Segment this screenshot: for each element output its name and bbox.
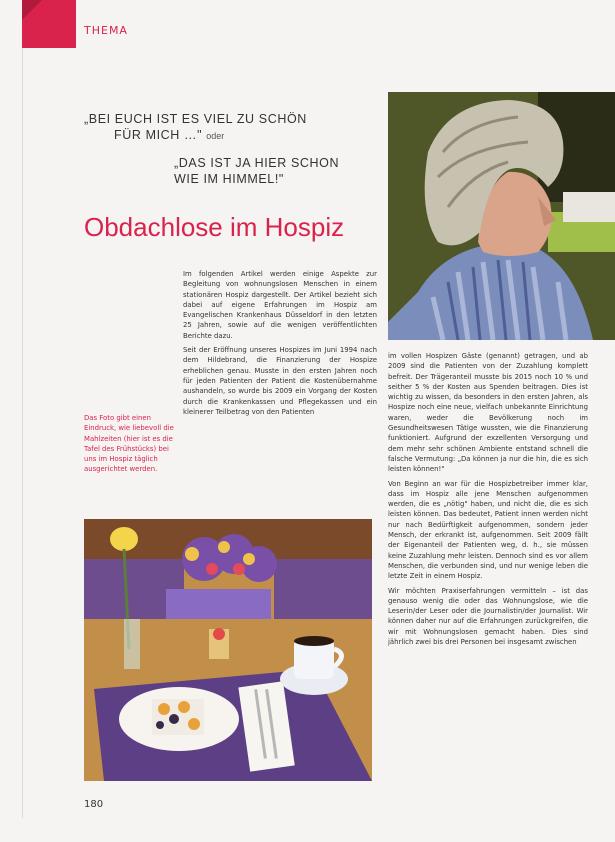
right-paragraph-1: im vollen Hospizen Gäste (genannt) getragen, und ab 2009 sind die Patienten von der Zuzahlung komplett befreit. Der Trägeranteil musste bis 2015 noch 10 % und seither 5 % der Kosten aus Spenden beitragen. Dies ist wichtig zu wissen, da besonders in den ersten Jahren, als Hospize noch eine neue, vielfach unbekannte Einrichtung waren, weder die Bevölkerung noch im Gesundheitswesen Tätige wussten, wie die Finanzierung funktioniert. Aufgrund der exzellenten Versorgung und dem mehr sehr schönen Ambiente entstand schnell die falsche Vermutung: „Da können ja nur die hin, die es sich leisten können!": [388, 352, 588, 474]
middle-paragraph-2: Seit der Eröffnung unseres Hospizes im Juni 1994 nach dem Hildebrand, die Finanzierung der Hospize erheblichen genau. Musste in den ersten Jahren noch für jeden Patienten der Patient die Kostenübernahme aushandeln, so wurde bis 2009 ein Vorgang der Kosten durch die Krankenkassen und Pflegekassen und ein kleinerer Teilbetrag von den Patienten: [183, 346, 377, 416]
right-paragraph-3: Wir möchten Praxiserfahrungen vermitteln – ist das genauso wenig die oder das Wohnungslose, wie die Leserin/der Leser oder die Journalistin/der Journalist. Wir können daher nur auf die Erfahrungen zurückgreifen, die wir mit Wohnungslosen gemacht haben. Dies sind jährlich zwei bis drei Personen bei insgesamt zwischen: [388, 586, 588, 647]
quote-1: [84, 111, 384, 144]
margin-rule: [22, 48, 23, 818]
quote-1-line-2-text: FÜR MICH …": [114, 128, 203, 142]
article-headline: Obdachlose im Hospiz: [84, 212, 345, 242]
quote-2: [174, 155, 384, 187]
quote-1-line-2: [84, 127, 384, 144]
quote-2-line-2: WIE IM HIMMEL!": [174, 172, 284, 186]
middle-paragraph-1: Im folgenden Artikel werden einige Aspekte zur Begleitung von wohnungslosen Menschen in einem stationären Hospiz dargestellt. Der Artikel bezieht sich dabei auf eigene Erfahrungen im Hospiz am Evangelischen Krankenhaus Düsseldorf in den letzten 25 Jahren, sowie auf die wenigen veröffentlichten Berichte dazu.: [183, 270, 377, 340]
quote-2-line-1: „DAS IST JA HIER SCHON: [174, 156, 340, 170]
breakfast-table-photo: [84, 519, 372, 781]
quote-1-line-1: „BEI EUCH IST ES VIEL ZU SCHÖN: [84, 112, 307, 126]
breakfast-illustration: [84, 519, 372, 781]
corner-fold: [22, 0, 42, 20]
portrait-illustration: [388, 92, 615, 340]
section-label: THEMA: [84, 24, 128, 37]
quote-connector: oder: [206, 131, 225, 141]
right-paragraph-2: Von Beginn an war für die Hospizbetreiber immer klar, dass im Hospiz alle jene Menschen aufgenommen werden, die es „nötig" haben, und nicht die, die es sich leisten können. Das bedeutet, Patient innen werden nicht nur nach Bedürftigkeit aufgenommen, sondern jeder Mensch, der erkrankt ist, aufgenommen. Seit 2009 fällt der Eigenanteil der Patienten weg, d. h., sie müssen keine Zuzahlung mehr leisten. Dennoch sind es vor allem Menschen, die verbunden sind, und nur wenige leben die letzte Zeit in einem Hospiz.: [388, 479, 588, 581]
page-number: 180: [84, 799, 104, 810]
article-column-right: [388, 351, 588, 651]
photo-caption: Das Foto gibt einen Eindruck, wie liebevoll die Mahlzeiten (hier ist es die Tafel des Frühstücks) bei uns im Hospiz täglich ausgerichtet werden.: [84, 414, 174, 474]
portrait-photo: [388, 92, 615, 340]
article-column-middle: [183, 269, 377, 421]
